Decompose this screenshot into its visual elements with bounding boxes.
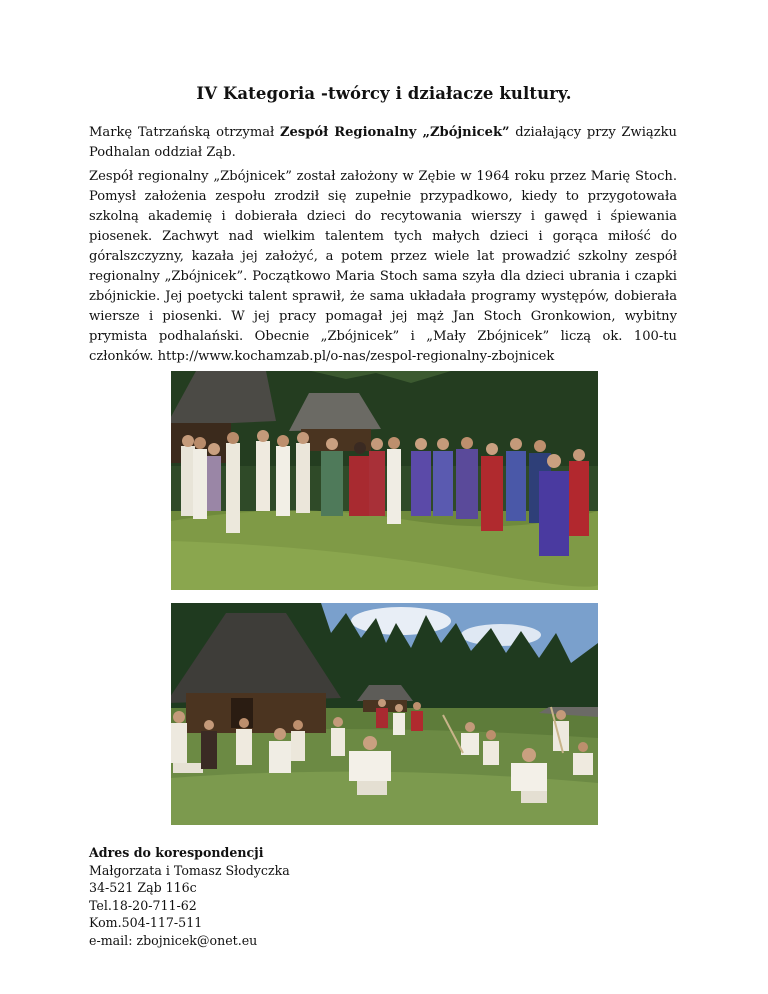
- address-phone: Tel.18-20-711-62: [89, 897, 197, 913]
- address-mobile: Kom.504-117-511: [89, 915, 203, 931]
- intro-tail: działający przy Związku Podhalan oddział Ząb.: [89, 125, 677, 160]
- correspondence-address: [89, 844, 290, 950]
- intro-lead: Markę Tatrzańską otrzymał: [89, 125, 280, 140]
- address-street: 34-521 Ząb 116c: [89, 880, 197, 896]
- address-email: e-mail: zbojnicek@onet.eu: [89, 932, 258, 948]
- page-title: IV Kategoria -twórcy i działacze kultury.: [196, 84, 572, 103]
- intro-paragraph: [89, 123, 677, 163]
- folk-ensemble-group-photo: [171, 371, 598, 590]
- folk-dance-performance-photo: [171, 603, 598, 825]
- ensemble-name: Zespół Regionalny „Zbójnicek”: [279, 125, 510, 140]
- address-heading: Adres do korespondencji: [89, 845, 264, 860]
- address-names: Małgorzata i Tomasz Słodyczka: [89, 862, 290, 878]
- body-paragraph: Zespół regionalny „Zbójnicek” został założony w Zębie w 1964 roku przez Marię Stoch. Pomysł założenia zespołu zrodził się zupełnie przypadkowo, kiedy to przygotowała szkolną akademię i dobierała dzieci do recytowania wierszy i gawęd i śpiewania piosenek. Zachwyt nad wielkim talentem tych małych dzieci i gorąca miłość do góralszczyzny, kazała jej założyć, a potem przez wiele lat prowadzić szkolny zespół regionalny „Zbójnicek”. Początkowo Maria Stoch sama szyła dla dzieci ubrania i czapki zbójnickie. Jej poetycki talent sprawił, że sama układała programy występów, dobierała wiersze i piosenki. W jej pracy pomagał jej mąż Jan Stoch Gronkowion, wybitny prymista podhalański. Obecnie „Zbójnicek” i „Mały Zbójnicek” liczą ok. 100-tu członków. http://www.kochamzab.pl/o-nas/zespol-regionalny-zbojnicek: [89, 169, 677, 364]
